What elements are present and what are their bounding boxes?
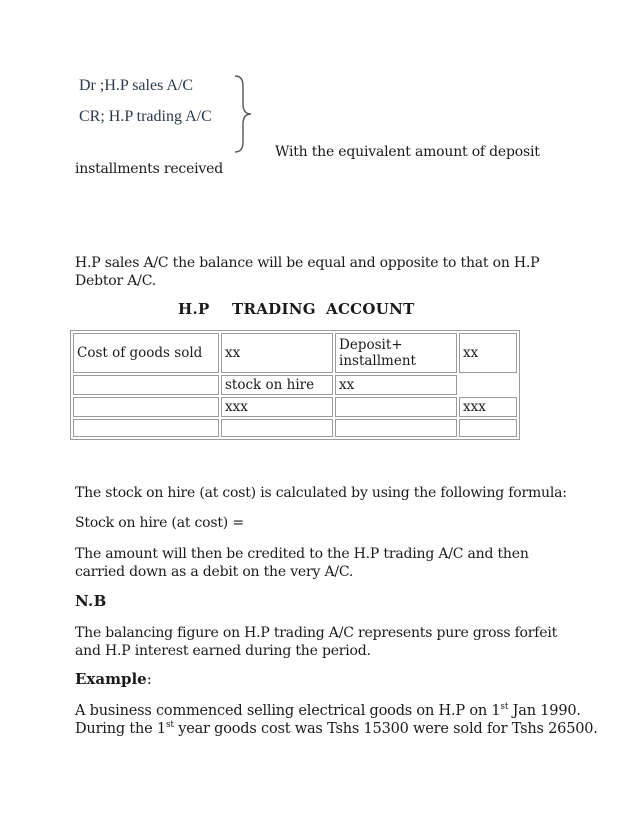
superscript: st [500,702,509,713]
deposit-note-right: With the equivalent amount of deposit [275,144,540,160]
curly-brace-icon [233,74,255,154]
table-row [73,333,517,373]
example-line-1-text: A business commenced selling electrical goods on H.P on 1 [75,703,501,719]
balancing-paragraph: The balancing figure on H.P trading A/C represents pure gross forfeit and H.P interest earned during the period. [75,625,558,659]
stock-formula-paragraph: The stock on hire (at cost) is calculated by using the following formula: [75,485,567,501]
table-cell [335,397,457,417]
table-cell [221,419,333,437]
example-line-1-date: Jan 1990. [508,703,581,719]
debit-entry: Dr ;H.P sales A/C [79,77,194,94]
table-cell: xxx [221,397,333,417]
superscript: st [165,720,174,731]
table-cell [73,419,219,437]
example-label: Example [75,670,147,688]
example-line-2-text: During the 1 [75,721,166,737]
table-row [73,419,517,437]
table-cell: Deposit+ installment [335,333,457,373]
account-title-trading: TRADING [232,300,316,318]
table-row [73,397,517,417]
account-title-hp: H.P [178,300,210,318]
example-line-2 [75,720,598,738]
deposit-note-left: installments received [75,161,223,177]
table-cell [459,375,517,395]
table-cell: xx [335,375,457,395]
example-line-2-amounts: year goods cost was Tshs 15300 were sold for Tshs 26500. [173,721,598,737]
example-line-1 [75,702,581,720]
table-row [73,375,517,395]
hp-trading-account-table [70,330,520,440]
table-cell [335,419,457,437]
table-cell [73,375,219,395]
table-cell: stock on hire [221,375,333,395]
stock-equation: Stock on hire (at cost) = [75,515,244,531]
nb-heading: N.B [75,592,107,610]
credited-paragraph: The amount will then be credited to the H.P trading A/C and then carried down as a debit on the very A/C. [75,546,529,580]
credit-entry: CR; H.P trading A/C [79,108,212,125]
table-cell [459,419,517,437]
table-cell: Cost of goods sold [73,333,219,373]
table-cell: xx [459,333,517,373]
table-cell: xxx [459,397,517,417]
account-title-account: ACCOUNT [326,300,415,318]
table-cell: xx [221,333,333,373]
example-heading [75,670,152,688]
balance-paragraph: H.P sales A/C the balance will be equal and opposite to that on H.P Debtor A/C. [75,255,540,289]
example-colon: : [146,670,152,688]
table-cell [73,397,219,417]
